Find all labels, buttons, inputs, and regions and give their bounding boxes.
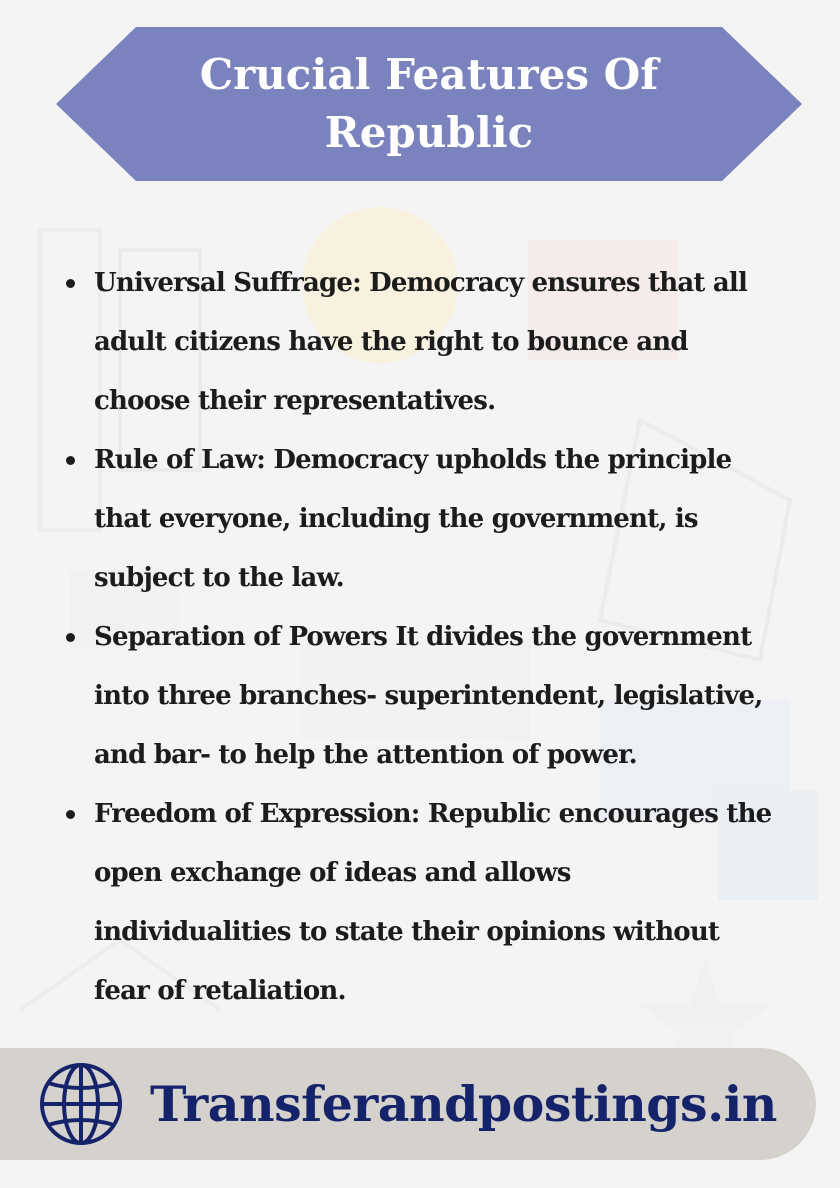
feature-item-universal-suffrage bbox=[60, 254, 800, 431]
site-name[interactable]: Transferandpostings.in bbox=[150, 1075, 777, 1133]
bullet-icon bbox=[66, 633, 75, 642]
feature-line: Freedom of Expression: Republic encourages the bbox=[94, 799, 772, 829]
feature-line: adult citizens have the right to bounce and bbox=[94, 327, 688, 357]
feature-line: individualities to state their opinions without bbox=[94, 917, 720, 947]
feature-item-separation-of-powers bbox=[60, 608, 800, 785]
feature-line: choose their representatives. bbox=[94, 386, 496, 416]
feature-line: that everyone, including the government, is bbox=[94, 504, 698, 534]
feature-line: Rule of Law: Democracy upholds the principle bbox=[94, 445, 732, 475]
feature-line: fear of retaliation. bbox=[94, 976, 346, 1006]
bullet-icon bbox=[66, 279, 75, 288]
title-banner bbox=[56, 27, 802, 181]
bullet-icon bbox=[66, 456, 75, 465]
feature-line: Separation of Powers It divides the government bbox=[94, 622, 752, 652]
feature-line: subject to the law. bbox=[94, 563, 344, 593]
page-title bbox=[56, 27, 802, 181]
title-line-2: Republic bbox=[324, 108, 534, 157]
feature-item-rule-of-law bbox=[60, 431, 800, 608]
title-line-1: Crucial Features Of bbox=[199, 50, 659, 99]
globe-icon bbox=[38, 1061, 124, 1147]
feature-list bbox=[60, 254, 800, 1021]
feature-line: Universal Suffrage: Democracy ensures that all bbox=[94, 268, 748, 298]
feature-item-freedom-of-expression bbox=[60, 785, 800, 1021]
bullet-icon bbox=[66, 810, 75, 819]
footer-banner bbox=[0, 1048, 816, 1160]
feature-line: into three branches- superintendent, legislative, bbox=[94, 681, 763, 711]
feature-line: and bar- to help the attention of power. bbox=[94, 740, 637, 770]
feature-line: open exchange of ideas and allows bbox=[94, 858, 571, 888]
